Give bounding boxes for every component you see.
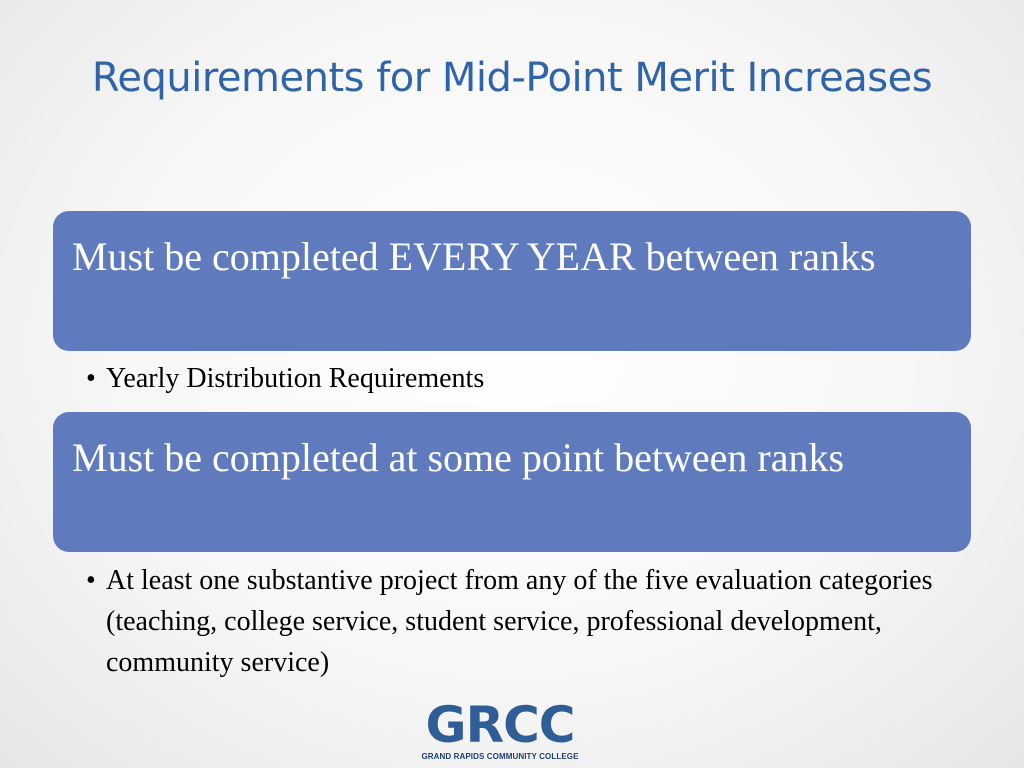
- bullet-dot-icon: •: [86, 363, 96, 394]
- block-header-some-point: Must be completed at some point between ranks: [53, 412, 971, 552]
- block-header-every-year: Must be completed EVERY YEAR between ranks: [53, 211, 971, 351]
- bullet-list-some-point: [86, 560, 956, 683]
- bullet-text: At least one substantive project from any of the five evaluation categories (teaching, college service, student service, professional development, community service): [106, 565, 933, 678]
- bullet-text: Yearly Distribution Requirements: [106, 363, 485, 394]
- logo-wordmark: GRCC: [425, 696, 575, 754]
- bullet-item: [86, 358, 956, 399]
- bullet-list-every-year: [86, 358, 956, 399]
- bullet-dot-icon: •: [86, 565, 96, 596]
- slide-title: Requirements for Mid-Point Merit Increases: [91, 55, 933, 101]
- logo-subtitle: GRAND RAPIDS COMMUNITY COLLEGE: [421, 752, 579, 761]
- grcc-logo: [410, 696, 590, 762]
- bullet-item: [86, 560, 956, 683]
